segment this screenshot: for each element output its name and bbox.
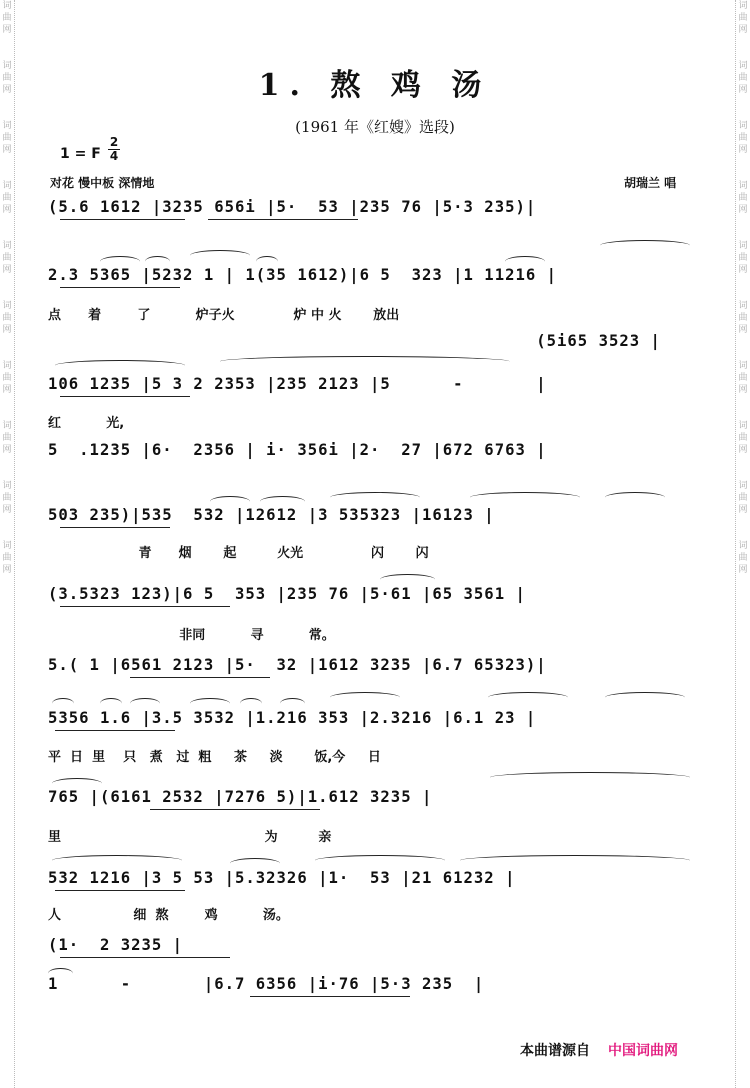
watermark-char: 网 (2, 85, 12, 95)
watermark-char: 曲 (2, 193, 12, 203)
slur (460, 855, 690, 866)
watermark-char: 词 (2, 481, 12, 491)
watermark-char: 网 (2, 265, 12, 275)
slur (470, 492, 580, 503)
beam-underline (250, 996, 410, 997)
watermark-right-strip (735, 0, 750, 1088)
lyrics-row-3: 青 烟 起 火光 闪 闪 (48, 546, 429, 561)
watermark-char: 曲 (2, 73, 12, 83)
slur (330, 492, 420, 503)
notation-row-1: (5.6 1612 |3235 656i |5· 53 |235 76 |5·3 235)| (48, 198, 537, 216)
slur (600, 240, 690, 251)
lyrics-row-2: 红 光, (48, 416, 125, 431)
time-signature-top: 2 (109, 135, 119, 149)
slur (260, 496, 305, 507)
slur (230, 858, 280, 869)
watermark-char: 词 (738, 481, 748, 491)
watermark-char: 词 (2, 61, 12, 71)
slur (210, 496, 250, 507)
watermark-char: 网 (2, 565, 12, 575)
beam-underline (60, 527, 170, 528)
notation-row-10: 765 |(6161 2532 |7276 5)|1.612 3235 | (48, 788, 433, 806)
watermark-char: 曲 (738, 433, 748, 443)
notation-row-4: 106 1235 |5 3 2 2353 |235 2123 |5 - | (48, 375, 547, 393)
notation-row-9: 5356 1.6 |3.5 3532 |1.216 353 |2.3216 |6.1 23 | (48, 709, 537, 727)
watermark-char: 词 (2, 421, 12, 431)
watermark-char: 网 (2, 505, 12, 515)
watermark-char: 网 (2, 145, 12, 155)
slur (130, 698, 160, 709)
watermark-char: 词 (2, 1, 12, 11)
watermark-char: 网 (738, 505, 748, 515)
watermark-char: 网 (2, 385, 12, 395)
watermark-left-strip (0, 0, 15, 1088)
watermark-char: 词 (738, 421, 748, 431)
beam-underline (60, 396, 190, 397)
slur (190, 698, 230, 709)
lyrics-row-5: 平 日 里 只 煮 过 粗 茶 淡 饭,今 日 (48, 750, 381, 765)
watermark-char: 曲 (738, 13, 748, 23)
watermark-char: 词 (2, 181, 12, 191)
watermark-char: 词 (2, 301, 12, 311)
watermark-char: 曲 (2, 313, 12, 323)
watermark-char: 词 (2, 241, 12, 251)
watermark-char: 曲 (738, 493, 748, 503)
tempo-marking: 对花 慢中板 深情地 (50, 176, 155, 190)
watermark-char: 曲 (2, 433, 12, 443)
watermark-char: 词 (738, 181, 748, 191)
watermark-char: 网 (738, 565, 748, 575)
slur (505, 256, 545, 267)
time-signature (108, 136, 120, 163)
beam-underline (55, 730, 175, 731)
watermark-char: 曲 (2, 13, 12, 23)
watermark-char: 词 (2, 541, 12, 551)
slur (330, 692, 400, 703)
watermark-char: 曲 (2, 133, 12, 143)
watermark-char: 网 (738, 145, 748, 155)
watermark-char: 网 (738, 205, 748, 215)
watermark-char: 网 (738, 445, 748, 455)
notation-row-6: 503 235)|535 532 |12612 |3 535323 |16123 | (48, 506, 495, 524)
watermark-char: 网 (2, 25, 12, 35)
beam-underline (60, 606, 230, 607)
watermark-char: 曲 (738, 193, 748, 203)
beam-underline (55, 890, 185, 891)
watermark-char: 网 (2, 205, 12, 215)
watermark-char: 网 (738, 325, 748, 335)
slur (220, 356, 510, 367)
watermark-char: 词 (2, 361, 12, 371)
slur (256, 256, 278, 267)
watermark-char: 曲 (738, 553, 748, 563)
slur (145, 256, 170, 267)
slur (52, 778, 102, 789)
watermark-char: 曲 (2, 253, 12, 263)
slur (280, 698, 305, 709)
watermark-char: 词 (2, 121, 12, 131)
slur (55, 360, 185, 371)
slur (605, 492, 665, 503)
beam-underline (208, 219, 358, 220)
beam-underline (150, 809, 320, 810)
slur (380, 574, 435, 585)
watermark-char: 曲 (2, 553, 12, 563)
watermark-char: 网 (2, 325, 12, 335)
source-credit (520, 1040, 678, 1060)
notation-row-11: 532 1216 |3 5 53 |5.32326 |1· 53 |21 61232 | (48, 869, 516, 887)
watermark-char: 曲 (2, 373, 12, 383)
watermark-char: 曲 (738, 373, 748, 383)
source-label: 本曲谱源自 (520, 1043, 590, 1059)
watermark-char: 网 (738, 25, 748, 35)
beam-underline (130, 677, 270, 678)
score-title: 1. 熬 鸡 汤 (258, 68, 492, 103)
watermark-char: 网 (738, 265, 748, 275)
slur (190, 250, 250, 261)
watermark-char: 词 (738, 301, 748, 311)
notation-row-5: 5 .1235 |6· 2356 | i· 356i |2· 27 |672 6763 | (48, 441, 547, 459)
slur (52, 698, 74, 709)
lyrics-row-1: 点 着 了 炉子火 炉 中 火 放出 (48, 308, 400, 323)
watermark-char: 曲 (738, 313, 748, 323)
slur (100, 256, 140, 267)
slur (488, 692, 568, 703)
watermark-char: 曲 (2, 493, 12, 503)
watermark-char: 曲 (738, 73, 748, 83)
lyrics-row-6: 里 为 亲 (48, 830, 332, 845)
singer-credit: 胡瑞兰 唱 (624, 176, 677, 190)
watermark-char: 词 (738, 121, 748, 131)
slur (48, 968, 73, 979)
key-signature: 1 = F (60, 146, 101, 162)
notation-row-2: 2.3 5365 |5232 1 | 1(35 1612)|6 5 323 |1 11216 | (48, 266, 558, 284)
lyrics-row-7: 人 细 熬 鸡 汤。 (48, 908, 289, 923)
notation-row-13: 1 - |6.7 6356 |i·76 |5·3 235 | (48, 975, 485, 993)
score-subtitle: (1961 年《红嫂》选段) (295, 118, 455, 136)
watermark-char: 曲 (738, 133, 748, 143)
slur (490, 772, 690, 783)
watermark-char: 网 (2, 445, 12, 455)
watermark-char: 网 (738, 85, 748, 95)
watermark-char: 词 (738, 541, 748, 551)
slur (605, 692, 685, 703)
notation-row-12: (1· 2 3235 | (48, 936, 184, 954)
notation-row-8: 5.( 1 |6561 2123 |5· 32 |1612 3235 |6.7 65323)| (48, 656, 547, 674)
notation-row-7: (3.5323 123)|6 5 353 |235 76 |5·61 |65 3561 | (48, 585, 526, 603)
watermark-char: 曲 (738, 253, 748, 263)
source-brand-link[interactable]: 中国词曲网 (608, 1043, 678, 1059)
notation-row-3: (5i65 3523 | (48, 332, 661, 350)
watermark-char: 词 (738, 241, 748, 251)
beam-underline (60, 957, 230, 958)
watermark-char: 网 (738, 385, 748, 395)
watermark-char: 词 (738, 361, 748, 371)
time-signature-bottom: 4 (109, 149, 119, 163)
slur (52, 855, 182, 866)
watermark-char: 词 (738, 61, 748, 71)
beam-underline (60, 287, 180, 288)
watermark-char: 词 (738, 1, 748, 11)
beam-underline (60, 219, 185, 220)
slur (315, 855, 445, 866)
slur (100, 698, 122, 709)
lyrics-row-4: 非同 寻 常。 (48, 628, 335, 643)
slur (240, 698, 262, 709)
